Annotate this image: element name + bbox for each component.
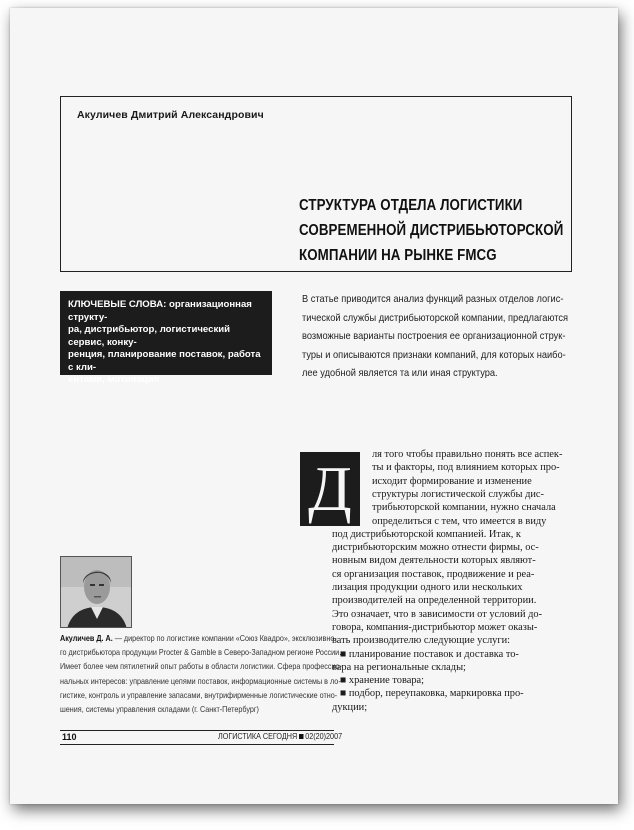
bio-line: — директор по логистике компании «Союз Квадро», эксклюзивно- [112, 634, 337, 643]
body-line: ся организация поставок, продвижение и реа- [332, 568, 535, 580]
body-line: лизация продукции одного или нескольких [332, 582, 523, 593]
author-portrait-image [61, 557, 132, 628]
title-line: СТРУКТУРА ОТДЕЛА ЛОГИСТИКИ [299, 197, 523, 214]
bio-line: шения, системы управления складами (г. Санкт-Петербург) [60, 705, 259, 715]
title-line: КОМПАНИИ НА РЫНКЕ FMCG [299, 247, 497, 264]
body-line: определиться с тем, что имеется в виду [372, 515, 547, 527]
body-line: трибьюторской компании, нужно сначала [372, 502, 556, 514]
keywords-line: КЛЮЧЕВЫЕ СЛОВА: организационная структу- [68, 299, 252, 323]
body-line: вара на региональные склады; [332, 661, 466, 673]
journal-info [218, 732, 342, 741]
bio-author-name: Акуличев Д. А. [60, 634, 113, 643]
body-line: новным видом деятельности которых являют- [332, 555, 536, 567]
body-line: Это означает, что в зависимости от условий до- [332, 608, 543, 620]
abstract-line: лее удобной является та или иная структура. [302, 368, 498, 379]
abstract-line: В статье приводится анализ функций разных отделов логис- [302, 294, 564, 305]
footer-rule-bottom [60, 744, 334, 745]
keywords-box [60, 291, 272, 385]
title-line: СОВРЕМЕННОЙ ДИСТРИБЬЮТОРСКОЙ [299, 222, 564, 239]
author-bio [60, 632, 342, 717]
body-line: структуры логистической службы дис- [372, 488, 544, 500]
body-line: ты и факторы, под влиянием которых про- [372, 462, 560, 474]
body-line: ля того чтобы правильно понять все аспек- [372, 449, 563, 460]
keywords-line: ренция, планирование поставок, работа с кли- [68, 349, 261, 373]
body-line: исходит формирование и изменение [372, 475, 532, 487]
document-page [10, 8, 618, 804]
keywords-line: ра, дистрибьютор, логистический сервис, конку- [68, 324, 231, 348]
abstract-line: тической службы дистрибьюторской компании, предлагаются [302, 312, 568, 324]
journal-name: ЛОГИСТИКА СЕГОДНЯ [218, 732, 298, 741]
keywords-line: ентами, мотивация [68, 374, 160, 385]
footer-rule-top [60, 730, 334, 731]
list-item: ■ хранение товара; [340, 675, 425, 687]
page-number: 110 [62, 732, 77, 742]
bio-line: Имеет более чем пятилетний опыт работы в области логистики. Сфера профессио- [60, 662, 342, 672]
list-item: ■ планирование поставок и доставка то- [340, 648, 519, 660]
author-photo [60, 556, 132, 628]
bio-line: го дистрибьютора продукции Procter & Gamble в Северо-Западном регионе России. [60, 648, 342, 658]
body-line: вать производителю следующие услуги: [332, 635, 511, 647]
square-separator-icon [299, 734, 304, 739]
body-line: дистрибьюторским можно отнести фирмы, ос- [332, 542, 539, 554]
article-title [299, 193, 563, 268]
title-box [60, 96, 572, 272]
abstract-line: туры и описываются признаки компаний, для которых наибо- [302, 349, 566, 361]
body-line: производителей на определенной территории. [332, 595, 537, 607]
abstract-line: возможные варианты построения ее организационной струк- [302, 331, 566, 342]
body-line: говора, компания-дистрибьютор может оказы- [332, 621, 538, 633]
abstract [302, 291, 572, 384]
body-line: под дистрибьюторской компанией. Итак, к [332, 528, 521, 540]
body-line: дукции; [332, 701, 368, 713]
dropcap: Д [300, 452, 360, 526]
list-item: ■ подбор, переупаковка, маркировка про- [340, 688, 524, 700]
author-name: Акуличев Дмитрий Александрович [77, 109, 264, 121]
journal-issue: 02(20)2007 [305, 732, 343, 741]
bio-line: нальных интересов: управление цепями поставок, информационные системы в ло- [60, 676, 341, 686]
bio-line: гистике, контроль и управление запасами, внутрифирменные логистические отно- [60, 690, 338, 700]
